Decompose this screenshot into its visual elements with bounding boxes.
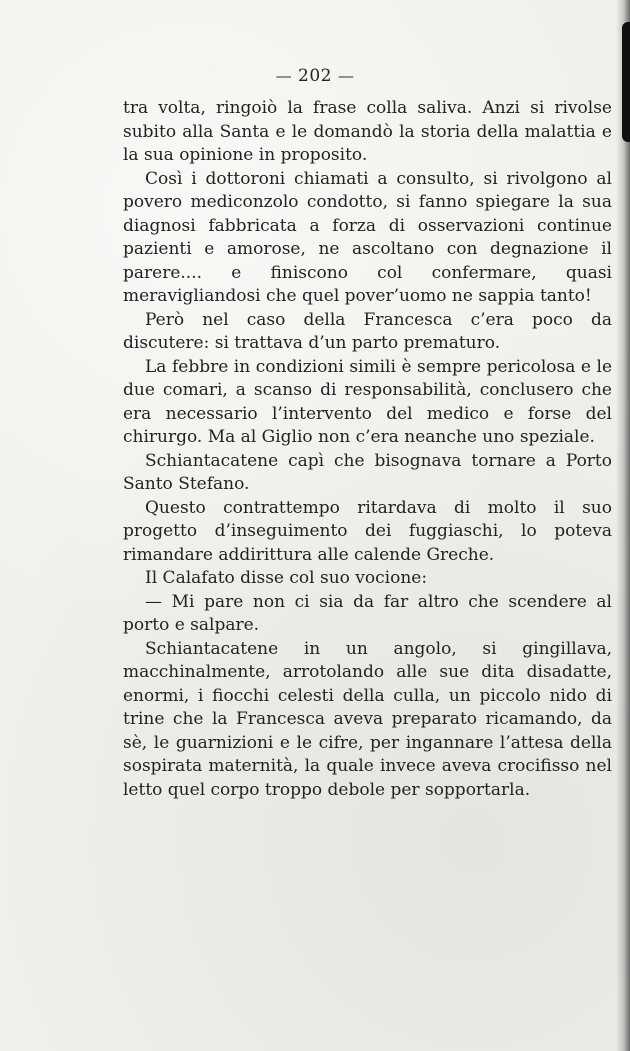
page-header — [0, 66, 630, 86]
header-left-dash: — — [275, 66, 293, 85]
page-number: 202 — [298, 66, 332, 86]
paragraph: Questo contrattempo ritardava di molto il suo progetto d’inseguimento dei fuggiaschi, lo poteva rimandare addirittura alle calende Greche. — [123, 497, 612, 565]
paragraph: tra volta, ringoiò la frase colla saliva. Anzi si rivolse subito alla Santa e le domandò la storia della malattia e la sua opinione in proposito. — [123, 98, 612, 165]
paragraph: Schiantacatene capì che bisognava tornare a Porto Santo Stefano. — [123, 450, 612, 494]
header-right-dash: — — [337, 66, 355, 85]
paragraph: — Mi pare non ci sia da far altro che scendere al porto e salpare. — [123, 591, 612, 635]
paragraph: Però nel caso della Francesca c’era poco da discutere: si trattava d’un parto prematuro. — [123, 309, 612, 353]
paragraph: Schiantacatene in un angolo, si gingillava, macchinalmente, arrotolando alle sue dita disadatte, enormi, i fiocchi celesti della culla, un piccolo nido di trine che la Francesca aveva preparato ricamando, da sè, le guarnizioni e le cifre, per ingannare l’attesa della sospirata maternità, la quale invece aveva crocifisso nel letto quel corpo troppo debole per sopportarla. — [123, 638, 612, 800]
body-text — [123, 97, 612, 802]
paragraph: Il Calafato disse col suo vocione: — [145, 568, 428, 588]
paragraph: La febbre in condizioni simili è sempre pericolosa e le due comari, a scanso di responsabilità, conclusero che era necessario l’intervento del medico e forse del chirurgo. Ma al Giglio non c’era neanche uno speziale. — [123, 356, 612, 447]
page-spine-shadow — [616, 0, 630, 1051]
paragraph: Così i dottoroni chiamati a consulto, si rivolgono al povero mediconzolo condotto, si fanno spiegare la sua diagnosi fabbricata a forza di osservazioni continue pazienti e amorose, ne ascoltano con degnazione il parere.... e finiscono col confermare, quasi meravigliandosi che quel pover’uomo ne sappia tanto! — [123, 168, 612, 306]
